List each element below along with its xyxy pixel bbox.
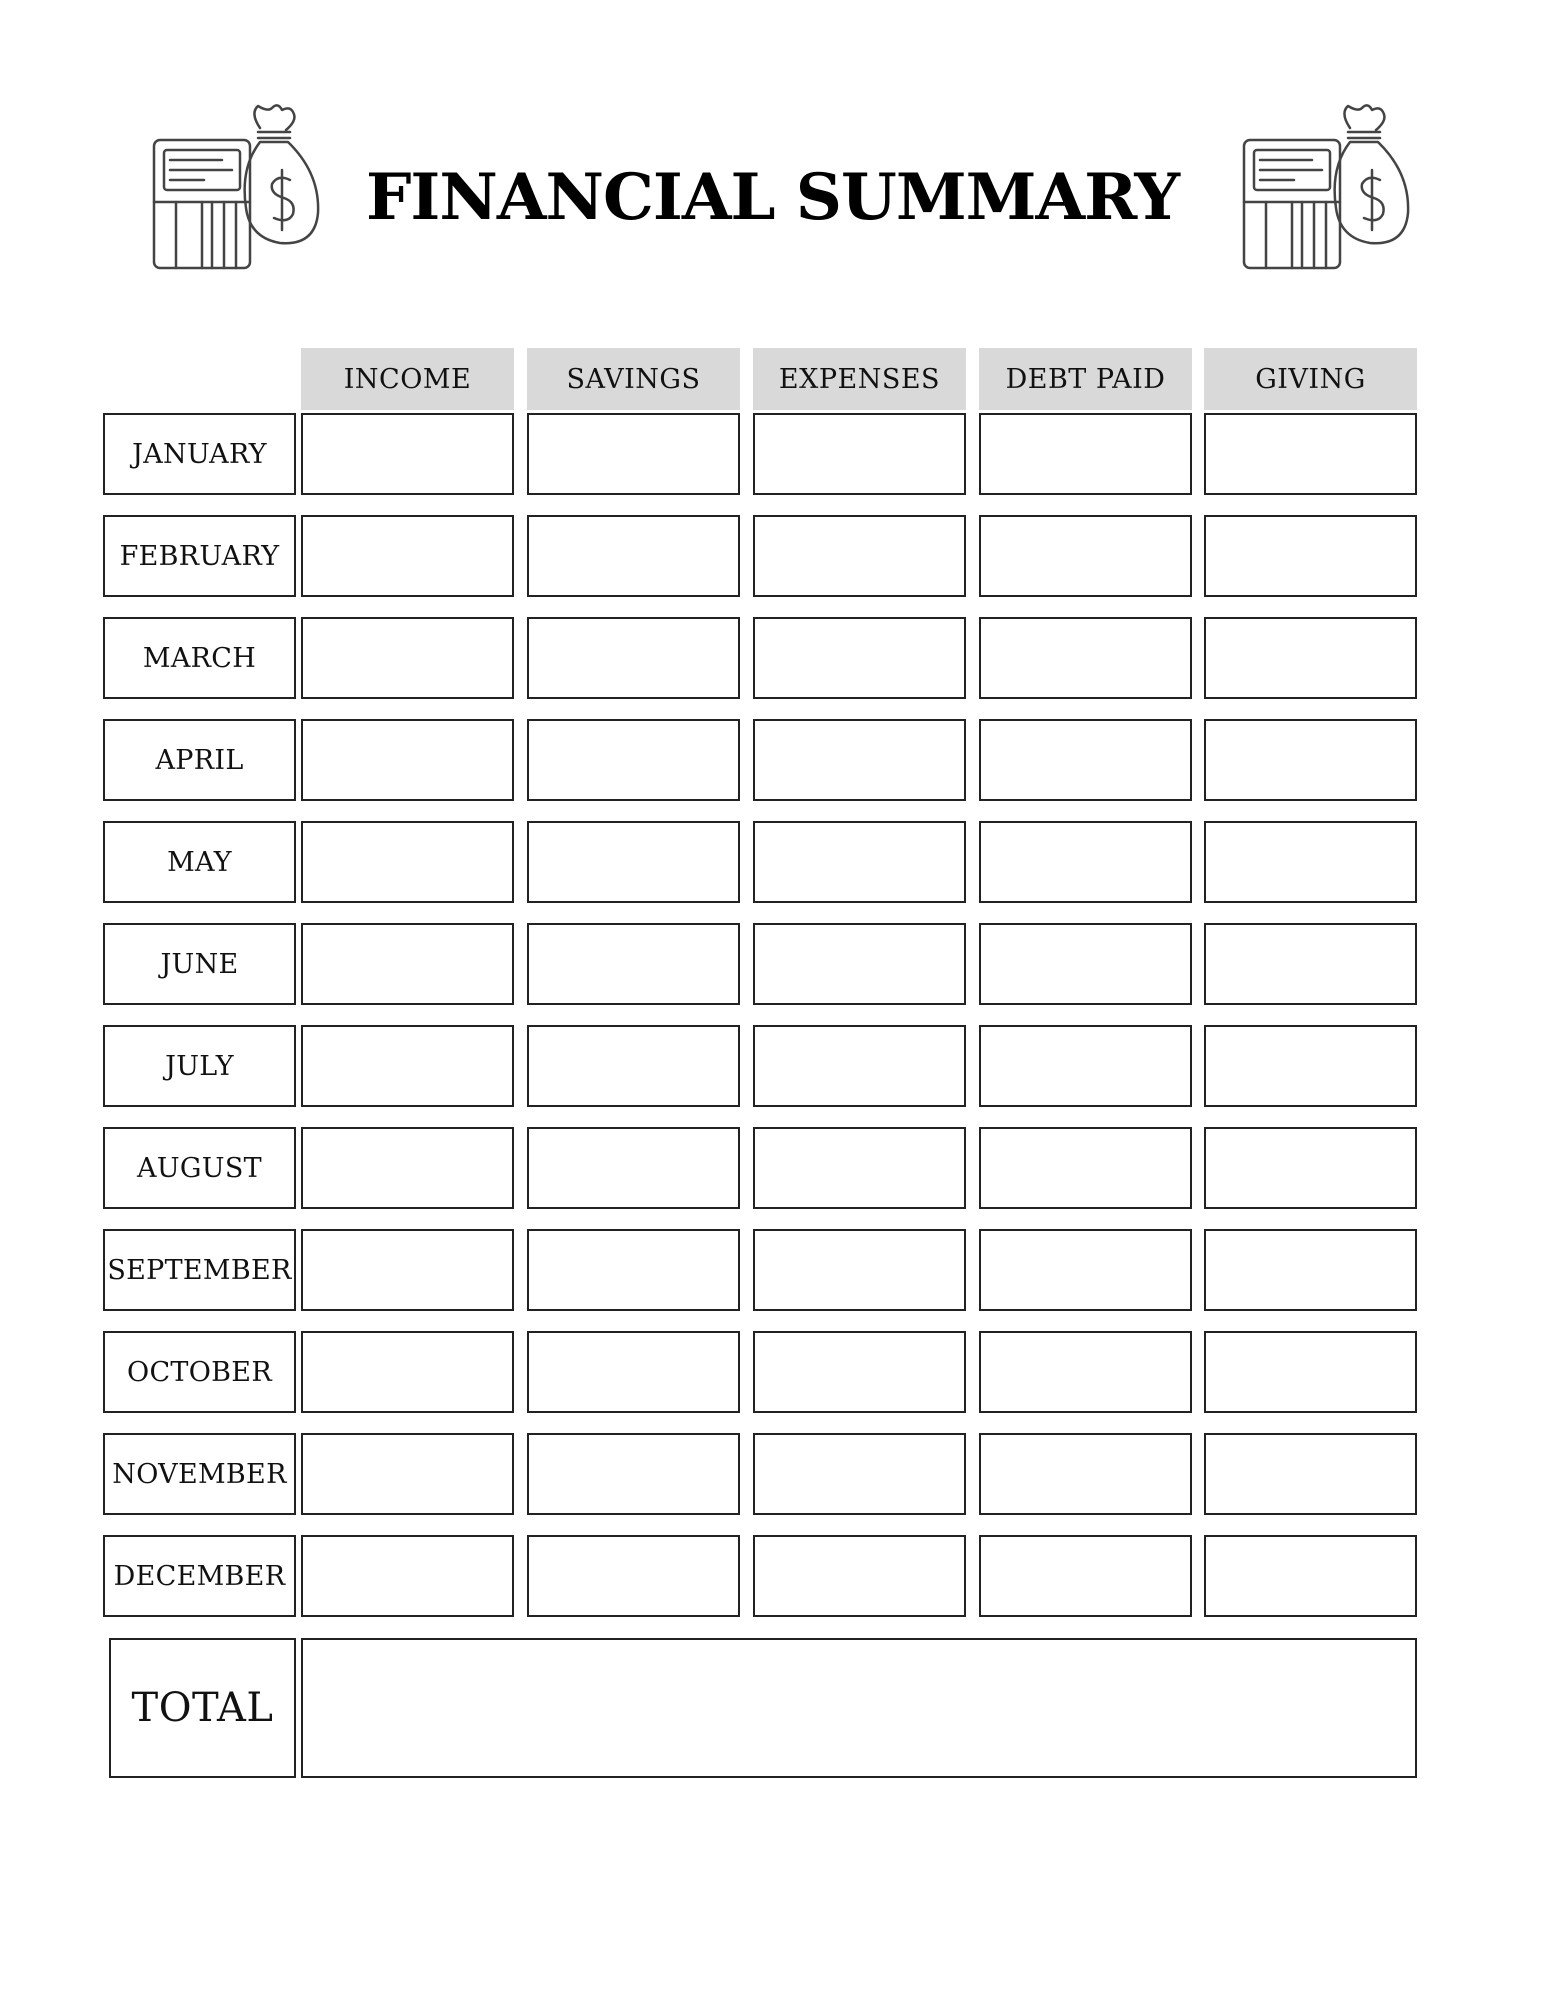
entry-field-november-debt-paid[interactable] bbox=[979, 1433, 1192, 1515]
entry-field-july-debt-paid[interactable] bbox=[979, 1025, 1192, 1107]
entry-field-september-savings[interactable] bbox=[527, 1229, 740, 1311]
entry-field-august-expenses[interactable] bbox=[753, 1127, 966, 1209]
entry-field-may-debt-paid[interactable] bbox=[979, 821, 1192, 903]
entry-field-june-expenses[interactable] bbox=[753, 923, 966, 1005]
entry-field-february-savings[interactable] bbox=[527, 515, 740, 597]
column-header-savings: SAVINGS bbox=[527, 348, 740, 410]
entry-field-january-debt-paid[interactable] bbox=[979, 413, 1192, 495]
entry-field-april-giving[interactable] bbox=[1204, 719, 1417, 801]
row-label-may: MAY bbox=[103, 821, 296, 903]
entry-field-november-expenses[interactable] bbox=[753, 1433, 966, 1515]
entry-field-february-giving[interactable] bbox=[1204, 515, 1417, 597]
column-header-income: INCOME bbox=[301, 348, 514, 410]
row-label-february: FEBRUARY bbox=[103, 515, 296, 597]
column-header-expenses: EXPENSES bbox=[753, 348, 966, 410]
entry-field-march-expenses[interactable] bbox=[753, 617, 966, 699]
entry-field-march-income[interactable] bbox=[301, 617, 514, 699]
entry-field-august-debt-paid[interactable] bbox=[979, 1127, 1192, 1209]
entry-field-july-savings[interactable] bbox=[527, 1025, 740, 1107]
entry-field-may-savings[interactable] bbox=[527, 821, 740, 903]
entry-field-august-income[interactable] bbox=[301, 1127, 514, 1209]
entry-field-july-income[interactable] bbox=[301, 1025, 514, 1107]
entry-field-december-savings[interactable] bbox=[527, 1535, 740, 1617]
entry-field-august-giving[interactable] bbox=[1204, 1127, 1417, 1209]
entry-field-december-giving[interactable] bbox=[1204, 1535, 1417, 1617]
entry-field-december-debt-paid[interactable] bbox=[979, 1535, 1192, 1617]
entry-field-november-giving[interactable] bbox=[1204, 1433, 1417, 1515]
entry-field-june-debt-paid[interactable] bbox=[979, 923, 1192, 1005]
row-label-march: MARCH bbox=[103, 617, 296, 699]
entry-field-august-savings[interactable] bbox=[527, 1127, 740, 1209]
entry-field-october-giving[interactable] bbox=[1204, 1331, 1417, 1413]
entry-field-april-expenses[interactable] bbox=[753, 719, 966, 801]
entry-field-june-income[interactable] bbox=[301, 923, 514, 1005]
entry-field-october-income[interactable] bbox=[301, 1331, 514, 1413]
entry-field-september-income[interactable] bbox=[301, 1229, 514, 1311]
entry-field-april-savings[interactable] bbox=[527, 719, 740, 801]
entry-field-december-expenses[interactable] bbox=[753, 1535, 966, 1617]
column-header-debt-paid: DEBT PAID bbox=[979, 348, 1192, 410]
entry-field-january-income[interactable] bbox=[301, 413, 514, 495]
entry-field-june-giving[interactable] bbox=[1204, 923, 1417, 1005]
row-label-december: DECEMBER bbox=[103, 1535, 296, 1617]
money-bag-calculator-icon bbox=[1240, 98, 1415, 273]
entry-field-october-savings[interactable] bbox=[527, 1331, 740, 1413]
entry-field-november-savings[interactable] bbox=[527, 1433, 740, 1515]
row-label-september: SEPTEMBER bbox=[103, 1229, 296, 1311]
entry-field-october-expenses[interactable] bbox=[753, 1331, 966, 1413]
entry-field-may-expenses[interactable] bbox=[753, 821, 966, 903]
entry-field-march-savings[interactable] bbox=[527, 617, 740, 699]
total-field[interactable] bbox=[301, 1638, 1417, 1778]
entry-field-april-debt-paid[interactable] bbox=[979, 719, 1192, 801]
entry-field-april-income[interactable] bbox=[301, 719, 514, 801]
entry-field-february-income[interactable] bbox=[301, 515, 514, 597]
entry-field-june-savings[interactable] bbox=[527, 923, 740, 1005]
entry-field-february-debt-paid[interactable] bbox=[979, 515, 1192, 597]
row-label-june: JUNE bbox=[103, 923, 296, 1005]
entry-field-may-income[interactable] bbox=[301, 821, 514, 903]
row-label-july: JULY bbox=[103, 1025, 296, 1107]
entry-field-september-debt-paid[interactable] bbox=[979, 1229, 1192, 1311]
entry-field-november-income[interactable] bbox=[301, 1433, 514, 1515]
row-label-october: OCTOBER bbox=[103, 1331, 296, 1413]
entry-field-october-debt-paid[interactable] bbox=[979, 1331, 1192, 1413]
entry-field-january-giving[interactable] bbox=[1204, 413, 1417, 495]
row-label-january: JANUARY bbox=[103, 413, 296, 495]
entry-field-december-income[interactable] bbox=[301, 1535, 514, 1617]
entry-field-september-expenses[interactable] bbox=[753, 1229, 966, 1311]
entry-field-january-expenses[interactable] bbox=[753, 413, 966, 495]
entry-field-may-giving[interactable] bbox=[1204, 821, 1417, 903]
entry-field-september-giving[interactable] bbox=[1204, 1229, 1417, 1311]
entry-field-july-expenses[interactable] bbox=[753, 1025, 966, 1107]
entry-field-january-savings[interactable] bbox=[527, 413, 740, 495]
row-label-april: APRIL bbox=[103, 719, 296, 801]
page-title: FINANCIAL SUMMARY bbox=[365, 160, 1180, 235]
entry-field-february-expenses[interactable] bbox=[753, 515, 966, 597]
entry-field-march-giving[interactable] bbox=[1204, 617, 1417, 699]
row-label-november: NOVEMBER bbox=[103, 1433, 296, 1515]
total-label: TOTAL bbox=[109, 1638, 296, 1778]
row-label-august: AUGUST bbox=[103, 1127, 296, 1209]
column-header-giving: GIVING bbox=[1204, 348, 1417, 410]
entry-field-july-giving[interactable] bbox=[1204, 1025, 1417, 1107]
entry-field-march-debt-paid[interactable] bbox=[979, 617, 1192, 699]
